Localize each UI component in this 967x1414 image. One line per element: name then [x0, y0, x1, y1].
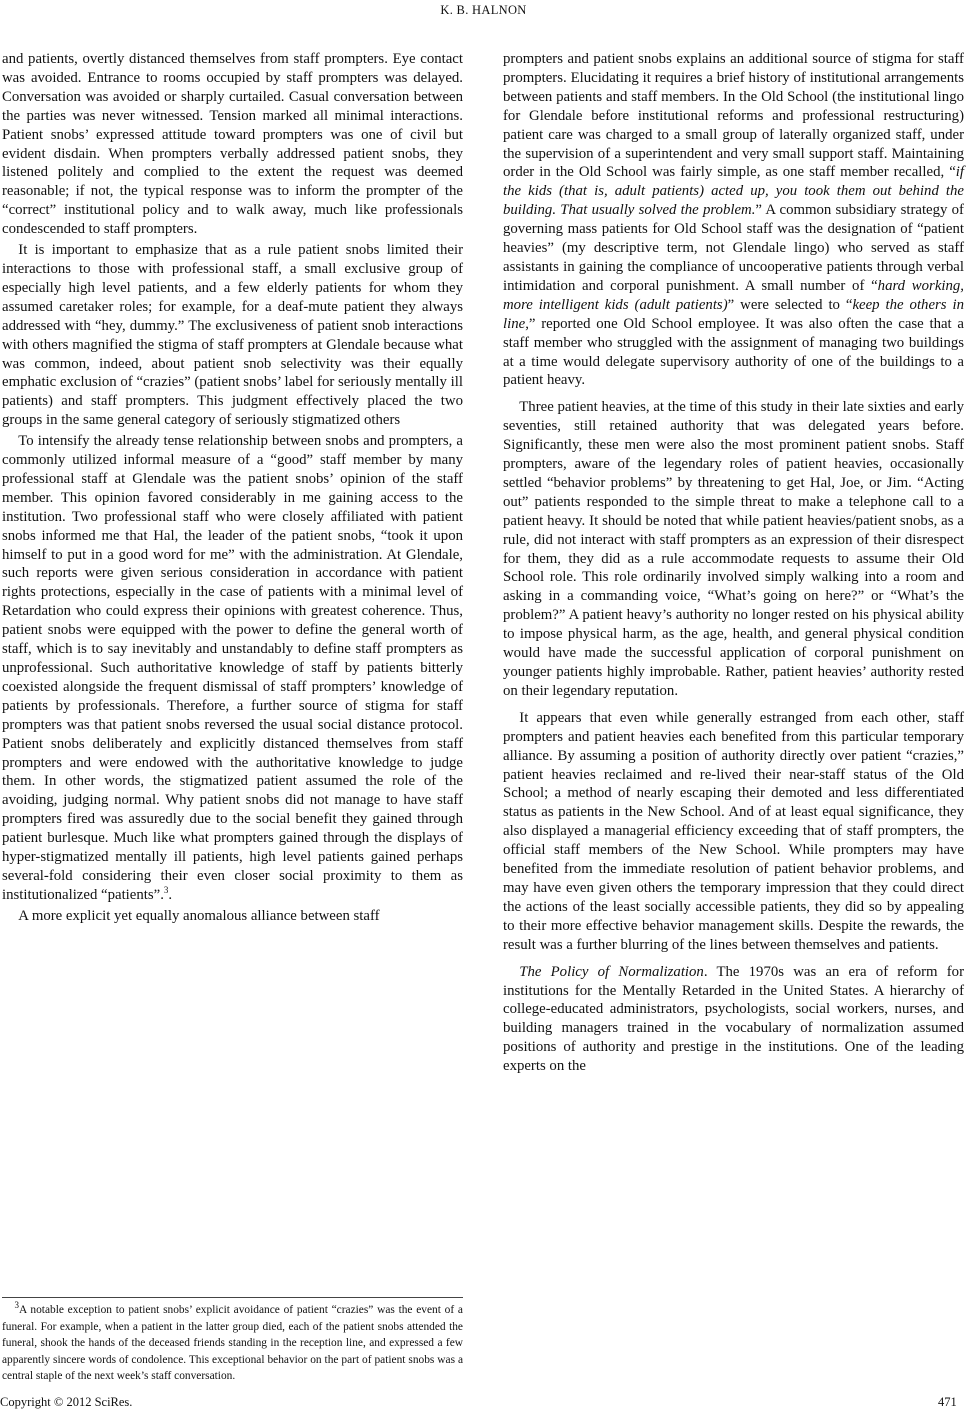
quote-italic: if the kids (that is, adult patients) acted up, you took them out behind the building. That usually solved the problem. [503, 164, 964, 219]
paragraph: and patients, overtly distanced themselves from staff prompters. Eye contact was avoided. Entrance to rooms occupied by staff prompters was delayed. Conversation was avoided or sharply curtailed. Casual conversation between the parties was never witnessed. Tension marked all minimal interactions. Patient snobs’ expressed attitude toward prompters was one of civil but evident disdain. When prompters verbally addressed patient snobs, they listened politely and complied to the extent the request was deemed reasonable; if not, the typical response was to inform the prompter of the “correct” institutional policy and to walk away, much like professionals condescended to staff prompters. [2, 51, 463, 238]
page-number: 471 [938, 1395, 957, 1409]
footnote-body: A notable exception to patient snobs’ explicit avoidance of patient “crazies” was the event of a funeral. For example, when a patient in the latter group died, each of the patient snobs attended the funeral, shook the hands of the deceased friends standing in the reception line, and expressed a few apparently sincere words of condolence. This exceptional behavior on the part of patient snobs was a central staple of the next week’s staff conversation. [2, 1304, 463, 1383]
left-column [2, 50, 463, 1383]
paragraph-end: . [168, 886, 173, 903]
footnote-rule [2, 1297, 463, 1298]
footnote-number: 3 [14, 1300, 20, 1311]
paragraph [503, 50, 964, 390]
text-run: prompters and patient snobs explains an additional source of stigma for staff prompters. Elucidating it requires a brief history of institutional arrangements between patients and staff members. In the Old School (the institutional lingo for Glendale before institutional reforms and professional restructuring) patient care was charged to a small group of laterally organized staff, under the supervision of a superintendent and very small support staff. Maintaining order in the Old School was fairly simple, as one staff member recalled, “ [503, 51, 964, 181]
paragraph-text: To intensify the already tense relationship between snobs and prompters, a commonly utilized informal measure of a “good” staff member by many professional staff at Glendale was the patient snobs’ opinion of the staff member. This opinion favored considerably in me gaining access to the institution. Two professional staff who were closely affiliated with patient snobs informed me that Hal, the leader of the patient snobs, “took it upon himself to put in a good word for me” with the administration. At Glendale, such reports were given serious consideration in accordance with patient rights protections, especially in the case of patients with a minimal level of Retardation who could express their opinions with greatest coherence. Thus, patient snobs were equipped with the power to define the general worth of staff, which is to say inevitably and unstandably to define staff prompters as unprofessional. Such authoritative knowledge of staff by patients bitterly coexisted alongside the frequent dismissal of staff prompters’ knowledge of patients by professionals. Therefore, a further source of stigma for staff prompters was that patient snobs reversed the usual social distance protocol. Patient snobs deliberately and explicitly distanced themselves from staff prompters and were endowed with the authoritative knowledge to judge them. In other words, the stigmatized patient assumed the role of the avoiding, judging normal. Why patient snobs did not manage to have staff prompters fired was assuredly due to the social benefit they gained through patient burlesque. Much like what prompters gained through the displays of hyper-stigmatized mentally ill patients, high level patients gained perhaps several-fold considering their even closer social proximity to them as institutionalized “patients”. [2, 433, 463, 903]
right-column [503, 50, 964, 1076]
paragraph [503, 963, 964, 1076]
text-run: . The 1970s was an era of reform for institutions for the Mentally Retarded in the United States. A hierarchy of college-educated administrators, psychologists, social workers, nurses, and building managers trained in the vocabulary of normalization assumed positions of authority and prestige in the institutions. One of the leading experts on the [503, 963, 965, 1075]
text-run: ” A common subsidiary strategy of governing mass patients for Old School staff was the designation of “patient heavies” (my descriptive term, not Glendale lingo) who served as staff assistants in gaining the compliance of uncooperative patients through verbal intimidation and corporal punishment. A small number of “ [503, 202, 964, 294]
text-run: ,” reported one Old School employee. It was also often the case that a staff member who struggled with the assignment of managing two buildings at a time would delegate supervisory authority of one of the buildings to a patient heavy. [503, 315, 964, 389]
paragraph [2, 432, 463, 905]
paragraph: It is important to emphasize that as a rule patient snobs limited their interactions to those with professional staff, a small exclusive group of especially high level patients, and a few elderly patients for whom they assumed caretaker roles; for example, for a deaf-mute patient they always addressed with “hey, dummy.” The exclusiveness of patient snob interactions with others magnified the stigma of staff prompters at Glendale because what was common, indeed, about patient snob selectivity was their equally emphatic exclusion of “crazies” (patient snobs’ label for seriously mentally ill patients) and staff prompters. This judgment effectively placed the two groups in the same general category of seriously stigmatized others [2, 242, 463, 429]
text-run: ” were selected to “ [727, 296, 853, 313]
footnote [2, 1302, 463, 1385]
section-heading: The Policy of Normalization [519, 963, 704, 980]
copyright-footer: Copyright © 2012 SciRes. [0, 1395, 133, 1409]
paragraph: A more explicit yet equally anomalous alliance between staff [18, 907, 380, 924]
footnote-marker: 3 [163, 884, 169, 895]
paragraph: It appears that even while generally estranged from each other, staff prompters and patient heavies each benefited from this particular temporary alliance. By assuming a position of authority directly over patient “crazies,” patient heavies reclaimed and re-lived their near-staff status of the Old School; a method of nearly escaping their demoted and less differentiated status as patients in the New School. And of at least equal significance, they also displayed a managerial efficiency exceeding that of staff prompters, the official staff members of the New School. While prompters may have benefited from the immediate resolution of patient behavior problems, and may have even given others the temporary impression that they could direct the actions of the least socially accessible patients, they did so by appealing to their more effective behavior management skills. Despite the rewards, the result was a further blurring of the lines between themselves and patients. [503, 709, 964, 953]
quote-italic: hard working, more intelligent kids (adult patients) [503, 277, 964, 313]
paragraph: Three patient heavies, at the time of this study in their late sixties and early seventies, still retained authority that was delegated years before. Significantly, these men were also the most prominent patient snobs. Staff prompters, aware of the legendary roles of patient heavies, occasionally settled “behavior problems” by threatening to get Hal, Joe, or Jim. “Acting out” patients responded to the simple threat to make a telephone call to a patient heavy. It should be noted that while patient heavies/patient snobs, as a rule, did not interact with staff prompters as an expression of their disrespect for them, they did as a rule accommodate requests to assume their Old School role. This role ordinarily involved simply walking into a room and asking in a commanding voice, “What’s going on here?” or “What’s the problem?” A patient heavy’s authority no longer rested on his physical ability to impose physical harm, as the age, health, and general physical condition would have made the successful application of corporal punishment on younger patients highly improbable. Rather, patient heavies’ authority rested on their legendary reputation. [503, 399, 964, 699]
footnote-text [2, 1302, 463, 1385]
running-header: K. B. HALNON [440, 3, 527, 17]
quote-italic: keep the others in line [503, 296, 964, 332]
